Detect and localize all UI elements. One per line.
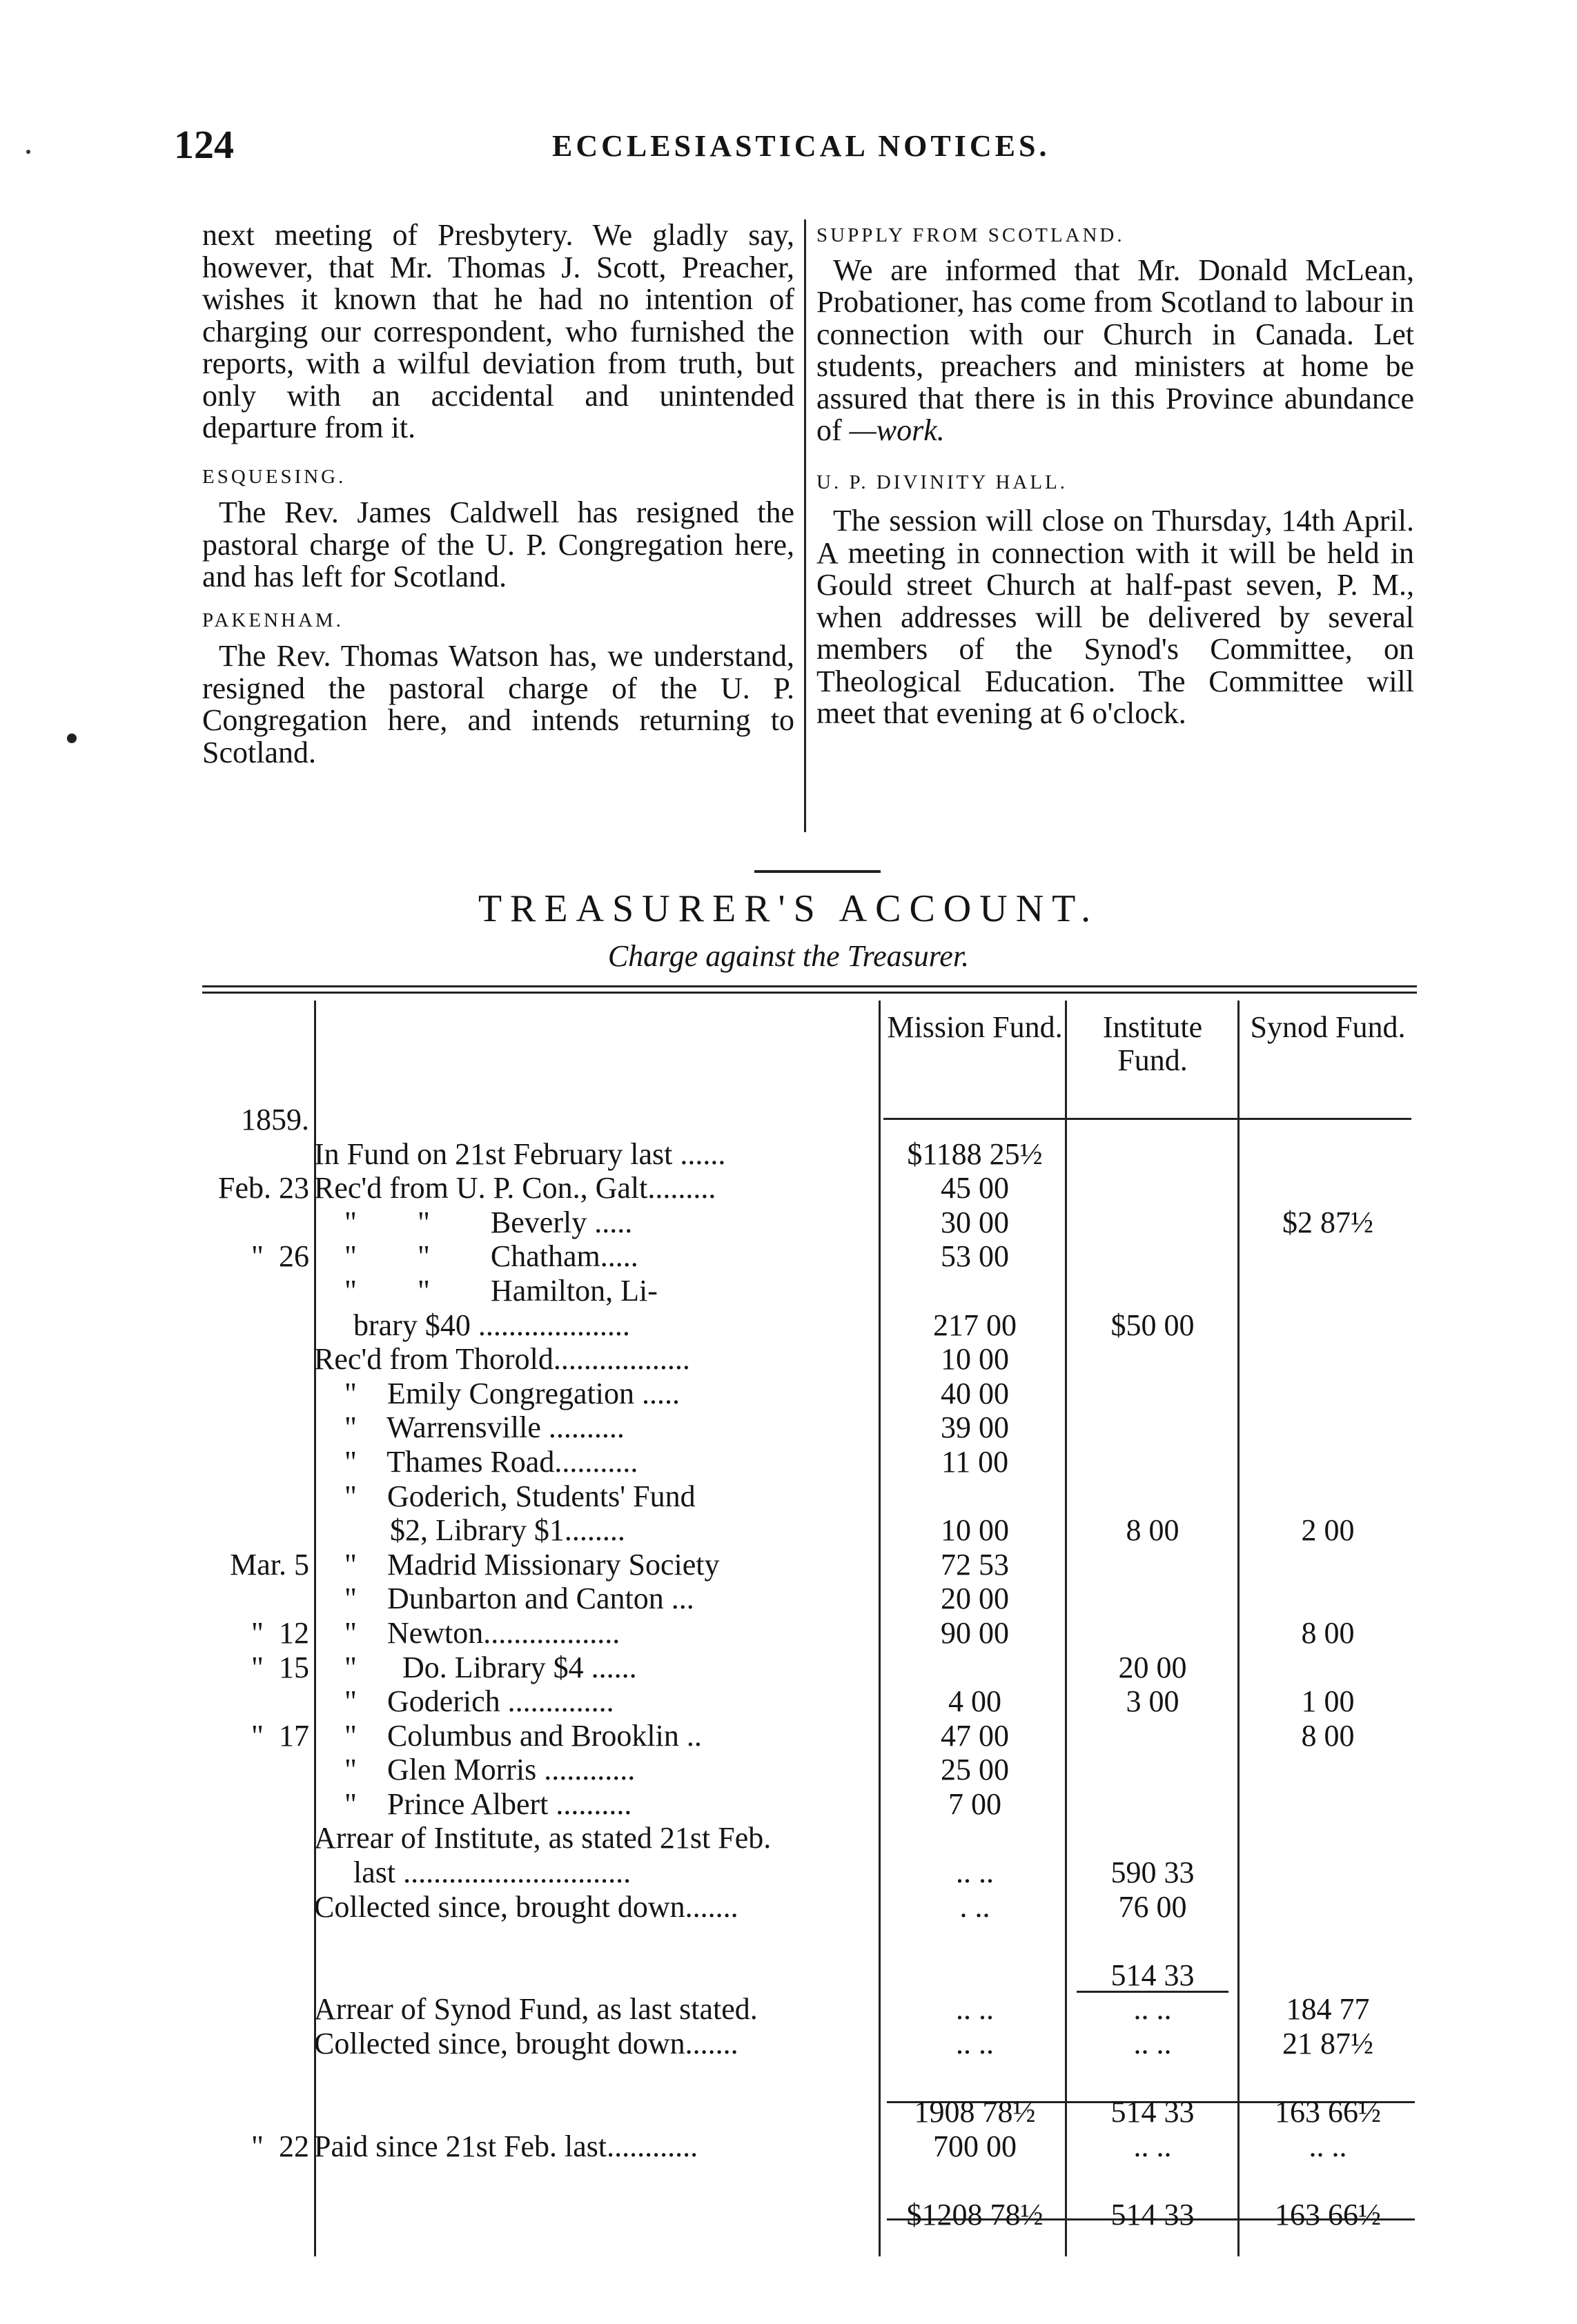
row-description: " Emily Congregation ..... (314, 1376, 680, 1410)
right-column (816, 219, 1414, 730)
pakenham-heading: PAKENHAM. (202, 609, 344, 631)
table-row (0, 1821, 1577, 1855)
mission-fund-cell: 47 00 (941, 1718, 1009, 1753)
row-date: Feb. 23 (218, 1171, 309, 1205)
supply-emphasis: —work. (849, 413, 945, 447)
column-divider (804, 219, 806, 832)
synod-fund-header: Synod Fund. (1250, 1010, 1406, 1044)
table-row (0, 1890, 1577, 1924)
row-date: " 12 (251, 1615, 309, 1650)
mission-fund-cell: .. .. (956, 1992, 994, 2027)
mission-fund-cell: $1188 25½ (907, 1136, 1043, 1171)
institute-fund-cell: .. .. (1133, 2129, 1172, 2163)
table-row (0, 1855, 1577, 1890)
table-row (0, 1787, 1577, 1822)
row-description: " Warrensville .......... (314, 1410, 625, 1445)
table-row (0, 1171, 1577, 1205)
institute-fund-header: Institute Fund. (1102, 1010, 1203, 1077)
row-description: " Newton.................. (314, 1615, 620, 1650)
table-row (0, 1513, 1577, 1548)
table-row (0, 1479, 1577, 1514)
row-date: 1859. (241, 1103, 309, 1136)
account-rows (0, 1103, 1577, 2232)
row-description: In Fund on 21st February last ...... (314, 1136, 726, 1171)
row-description: last .............................. (353, 1855, 631, 1890)
supply-heading: SUPPLY FROM SCOTLAND. (816, 224, 1125, 246)
institute-fund-cell: 20 00 (1118, 1650, 1187, 1684)
institute-fund-cell: 3 00 (1126, 1684, 1179, 1719)
synod-fund-cell: 163 66½ (1275, 2198, 1381, 2232)
synod-fund-cell: 1 00 (1301, 1684, 1355, 1719)
synod-fund-cell: $2 87½ (1282, 1205, 1373, 1239)
mission-fund-cell: 7 00 (948, 1786, 1001, 1821)
row-description: " " Hamilton, Li- (314, 1273, 658, 1308)
synod-fund-cell: 21 87½ (1282, 2027, 1373, 2061)
row-date: " 22 (251, 2129, 309, 2163)
institute-fund-cell: 514 33 (1110, 2198, 1195, 2232)
institute-fund-cell: $50 00 (1110, 1308, 1195, 1342)
table-row (0, 1342, 1577, 1377)
institute-fund-cell: 76 00 (1118, 1889, 1187, 1924)
table-row (0, 1582, 1577, 1616)
mission-fund-header: Mission Fund. (887, 1010, 1063, 1044)
left-column (202, 219, 794, 769)
row-date: " 15 (251, 1650, 309, 1684)
row-description: " " Chatham..... (314, 1239, 638, 1274)
row-description: Collected since, brought down....... (314, 2027, 738, 2061)
synod-fund-cell: 8 00 (1301, 1615, 1355, 1650)
table-row (0, 2027, 1577, 2061)
row-description: brary $40 .................... (353, 1308, 630, 1342)
mission-fund-cell: 45 00 (941, 1171, 1009, 1205)
row-description: " Madrid Missionary Society (314, 1547, 720, 1582)
table-row (0, 1205, 1577, 1240)
mission-fund-cell: 90 00 (941, 1615, 1009, 1650)
mission-fund-cell: 20 00 (941, 1582, 1009, 1616)
supply-paragraph (816, 255, 1414, 447)
table-row (0, 2163, 1577, 2198)
row-description: " " Beverly ..... (314, 1205, 633, 1239)
institute-fund-cell: .. .. (1133, 2027, 1172, 2061)
mission-fund-cell: 10 00 (941, 1513, 1009, 1548)
esquesing-paragraph: The Rev. James Caldwell has resigned the pastoral charge of the U. P. Congregation here, and has left for Scotland. (202, 495, 794, 593)
presbytery-paragraph: next meeting of Presbytery. We gladly say, however, that Mr. Thomas J. Scott, Preacher, wishes it known that he had no intention of charging our correspondent, who furnished the reports, with a wilful deviation from truth, but only with an accidental and unintended departure from it. (202, 218, 794, 444)
table-row (0, 1239, 1577, 1274)
mission-fund-cell: .. .. (956, 1855, 994, 1890)
mission-fund-cell: 53 00 (941, 1239, 1009, 1274)
mission-fund-cell: 10 00 (941, 1342, 1009, 1377)
table-row (0, 2061, 1577, 2096)
mission-fund-cell: . .. (959, 1889, 990, 1924)
mission-fund-cell: 4 00 (948, 1684, 1001, 1719)
table-row (0, 1103, 1577, 1137)
row-description: Rec'd from U. P. Con., Galt......... (314, 1171, 716, 1205)
page-number: 124 (174, 122, 234, 167)
mission-fund-cell: 39 00 (941, 1410, 1009, 1445)
synod-fund-cell: 184 77 (1286, 1992, 1370, 2027)
account-title: TREASURER'S ACCOUNT. (478, 887, 1099, 930)
table-row (0, 1137, 1577, 1172)
row-description: " Thames Road........... (314, 1444, 638, 1479)
table-row (0, 1445, 1577, 1479)
table-row (0, 1308, 1577, 1343)
table-row (0, 1753, 1577, 1787)
pakenham-paragraph: The Rev. Thomas Watson has, we understand, resigned the pastoral charge of the U. P. Congregation here, and intends returning to Scotland. (202, 639, 794, 769)
supply-text: We are informed that Mr. Donald McLean, Probationer, has come from Scotland to labour in connection with our Church in Canada. Let students, preachers and ministers at home be assured that there is in this Province abundance of (816, 253, 1414, 447)
table-top-rule-2 (202, 992, 1417, 994)
page-speck (26, 150, 30, 154)
row-description: $2, Library $1........ (314, 1513, 625, 1548)
table-row (0, 1377, 1577, 1411)
esquesing-heading: ESQUESING. (202, 465, 346, 488)
row-description: Rec'd from Thorold.................. (314, 1342, 690, 1377)
row-description: " Columbus and Brooklin .. (314, 1718, 702, 1753)
divinity-paragraph: The session will close on Thursday, 14th April. A meeting in connection with it will be held in Gould street Church at half-past seven, P. M., when addresses will be delivered by several members of the Synod's Committee, on Theological Education. The Committee will meet that evening at 6 o'clock. (816, 504, 1414, 730)
synod-fund-cell: 2 00 (1301, 1513, 1355, 1548)
mission-fund-cell: 40 00 (941, 1376, 1009, 1410)
row-description: " Do. Library $4 ...... (314, 1650, 637, 1684)
row-date: " 26 (251, 1239, 309, 1274)
table-row (0, 1958, 1577, 1993)
synod-fund-cell: .. .. (1309, 2129, 1347, 2163)
mission-fund-cell: 25 00 (941, 1753, 1009, 1787)
row-description: " Dunbarton and Canton ... (314, 1582, 694, 1616)
table-row (0, 1684, 1577, 1719)
table-row (0, 1548, 1577, 1582)
institute-fund-cell: 514 33 (1110, 1958, 1195, 1992)
table-row (0, 1410, 1577, 1445)
mission-fund-cell: 1908 78½ (914, 2095, 1036, 2129)
synod-fund-cell: 8 00 (1301, 1718, 1355, 1753)
mission-fund-cell: 700 00 (933, 2129, 1017, 2163)
synod-fund-cell: 163 66½ (1275, 2095, 1381, 2129)
mission-fund-cell: 72 53 (941, 1547, 1009, 1582)
institute-fund-cell: 514 33 (1110, 2095, 1195, 2129)
row-description: " Glen Morris ............ (314, 1753, 636, 1787)
margin-dot (67, 733, 77, 743)
row-date: " 17 (251, 1718, 309, 1753)
table-row (0, 2129, 1577, 2164)
table-row (0, 1924, 1577, 1958)
row-description: " Goderich, Students' Fund (314, 1479, 696, 1513)
divinity-heading: U. P. DIVINITY HALL. (816, 471, 1068, 493)
running-head (174, 121, 1416, 177)
mission-fund-cell: 217 00 (933, 1308, 1017, 1342)
mission-fund-cell: .. .. (956, 2027, 994, 2061)
mission-fund-cell: $1208 78½ (906, 2198, 1044, 2232)
row-description: Paid since 21st Feb. last............ (314, 2129, 698, 2163)
row-date: Mar. 5 (230, 1547, 309, 1582)
row-description: Arrear of Synod Fund, as last stated. (314, 1992, 758, 2027)
mission-fund-cell: 30 00 (941, 1205, 1009, 1239)
row-description: " Goderich .............. (314, 1684, 614, 1719)
institute-fund-cell: 8 00 (1126, 1513, 1179, 1548)
running-title: ECCLESIASTICAL NOTICES. (552, 129, 1050, 163)
table-row (0, 1992, 1577, 2027)
table-row (0, 2198, 1577, 2232)
table-row (0, 2095, 1577, 2129)
table-row (0, 1651, 1577, 1685)
row-description: Collected since, brought down....... (314, 1889, 738, 1924)
table-row (0, 1274, 1577, 1308)
table-top-rule (202, 985, 1417, 987)
mission-fund-cell: 11 00 (941, 1444, 1009, 1479)
institute-fund-cell: 590 33 (1110, 1855, 1195, 1890)
table-row (0, 1719, 1577, 1753)
institute-fund-cell: .. .. (1133, 1992, 1172, 2027)
account-subtitle: Charge against the Treasurer. (607, 939, 970, 973)
table-row (0, 1616, 1577, 1651)
section-rule (754, 870, 881, 873)
row-description: Arrear of Institute, as stated 21st Feb. (314, 1821, 772, 1855)
row-description: " Prince Albert .......... (314, 1786, 632, 1821)
